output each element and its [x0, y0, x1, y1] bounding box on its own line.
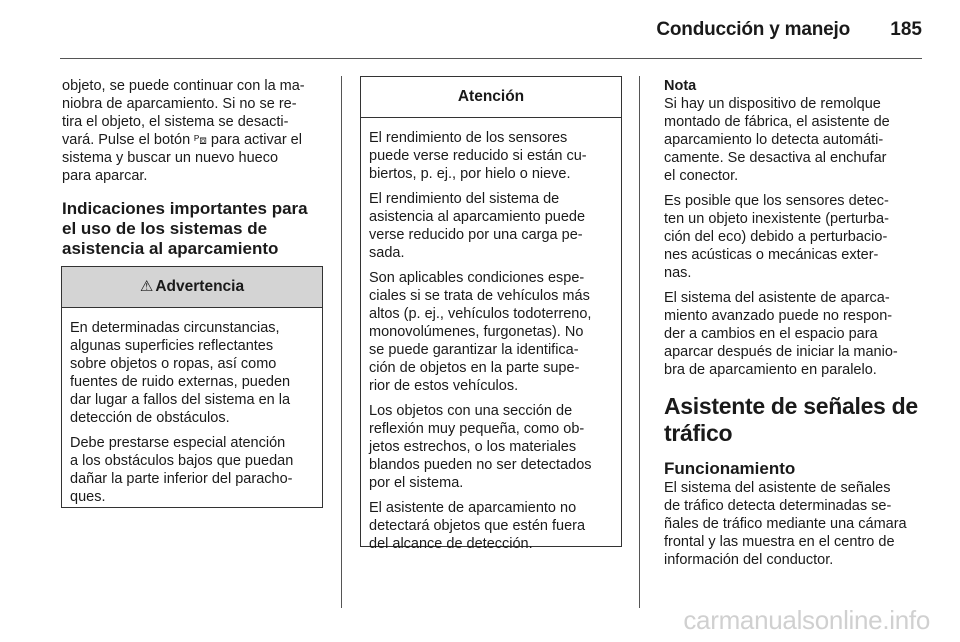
- page-number: 185: [890, 19, 922, 40]
- functioning-subtitle: Funcionamiento: [664, 459, 796, 478]
- attention-paragraph-4: Los objetos con una sección de reflexión muy pequeña, como ob- jetos estrechos, o los materiales blandos pueden no ser detectados por el sistema.: [369, 403, 592, 491]
- note-paragraph-2: Es posible que los sensores detec- ten un objeto inexistente (perturba- ción del eco) debido a perturbacio- nes acústicas o mecánicas exter- nas.: [664, 193, 889, 281]
- note-paragraph-3: El sistema del asistente de aparca- miento avanzado puede no respon- der a cambios en el espacio para aparcar después de iniciar la manio- bra de aparcamiento en paralelo.: [664, 290, 898, 378]
- watermark: carmanualsonline.info: [683, 605, 930, 635]
- attention-paragraph-5: El asistente de aparcamiento no detectará objetos que estén fuera del alcance de detección.: [369, 500, 586, 552]
- warning-box: [61, 266, 323, 508]
- attention-body: [361, 118, 621, 566]
- column-divider-2: [639, 76, 640, 608]
- warning-triangle-icon: ⚠: [139, 278, 154, 295]
- subheading-important-notes: Indicaciones importantes para el uso de los sistemas de asistencia al aparcamiento: [62, 199, 308, 258]
- column-divider-1: [341, 76, 342, 608]
- section-title-traffic-sign-assistant: Asistente de señales de tráfico: [664, 393, 918, 446]
- attention-paragraph-1: El rendimiento de los sensores puede verse reducido si están cu- biertos, p. ej., por hielo o nieve.: [369, 130, 587, 182]
- header-rule: [60, 58, 922, 59]
- functioning-block: Funcionamiento El sistema del asistente de señales de tráfico detecta determinadas se- ñales de tráfico mediante una cámara frontal y las muestra en el centro de información del conductor.: [664, 459, 926, 569]
- warning-paragraph-1: En determinadas circunstancias, algunas superficies reflectantes sobre objetos o ropas, así como fuentes de ruido externas, pueden dar lugar a fallos del sistema en la detección de obstáculos.: [70, 320, 291, 426]
- warning-paragraph-2: Debe prestarse especial atención a los obstáculos bajos que puedan dañar la parte inferior del paracho- ques.: [70, 435, 294, 505]
- intro-paragraph: objeto, se puede continuar con la ma- niobra de aparcamiento. Si no se re- tira el objeto, el sistema se desacti- vará. Pulse el botón ᴾ⧈ para activar el sistema y buscar un nuevo hueco para aparcar.: [62, 78, 305, 184]
- attention-paragraph-3: Son aplicables condiciones espe- ciales si se trata de vehículos más altos (p. ej., vehículos todoterreno, monovolúmenes, furgonetas). No se puede garantizar la identifica- ción de objetos en la parte supe- rior de estos vehículos.: [369, 270, 592, 394]
- attention-paragraph-2: El rendimiento del sistema de asistencia al aparcamiento puede verse reducido por una carga pe- sada.: [369, 191, 586, 261]
- note-paragraph-1: Nota Si hay un dispositivo de remolque montado de fábrica, el asistente de aparcamiento lo detecta automáti- camente. Se desactiva al enchufar el conector.: [664, 77, 926, 185]
- warning-header: ⚠ Advertencia: [62, 267, 322, 308]
- column-left: [62, 77, 324, 269]
- attention-header: Atención: [361, 77, 621, 118]
- note-label: Nota: [664, 78, 697, 94]
- column-right: [664, 77, 926, 569]
- page-title: Conducción y manejo: [656, 19, 850, 40]
- attention-box: [360, 76, 622, 552]
- parking-assist-button-icon: ᴾ⧈: [194, 133, 207, 147]
- warning-body: [62, 308, 322, 519]
